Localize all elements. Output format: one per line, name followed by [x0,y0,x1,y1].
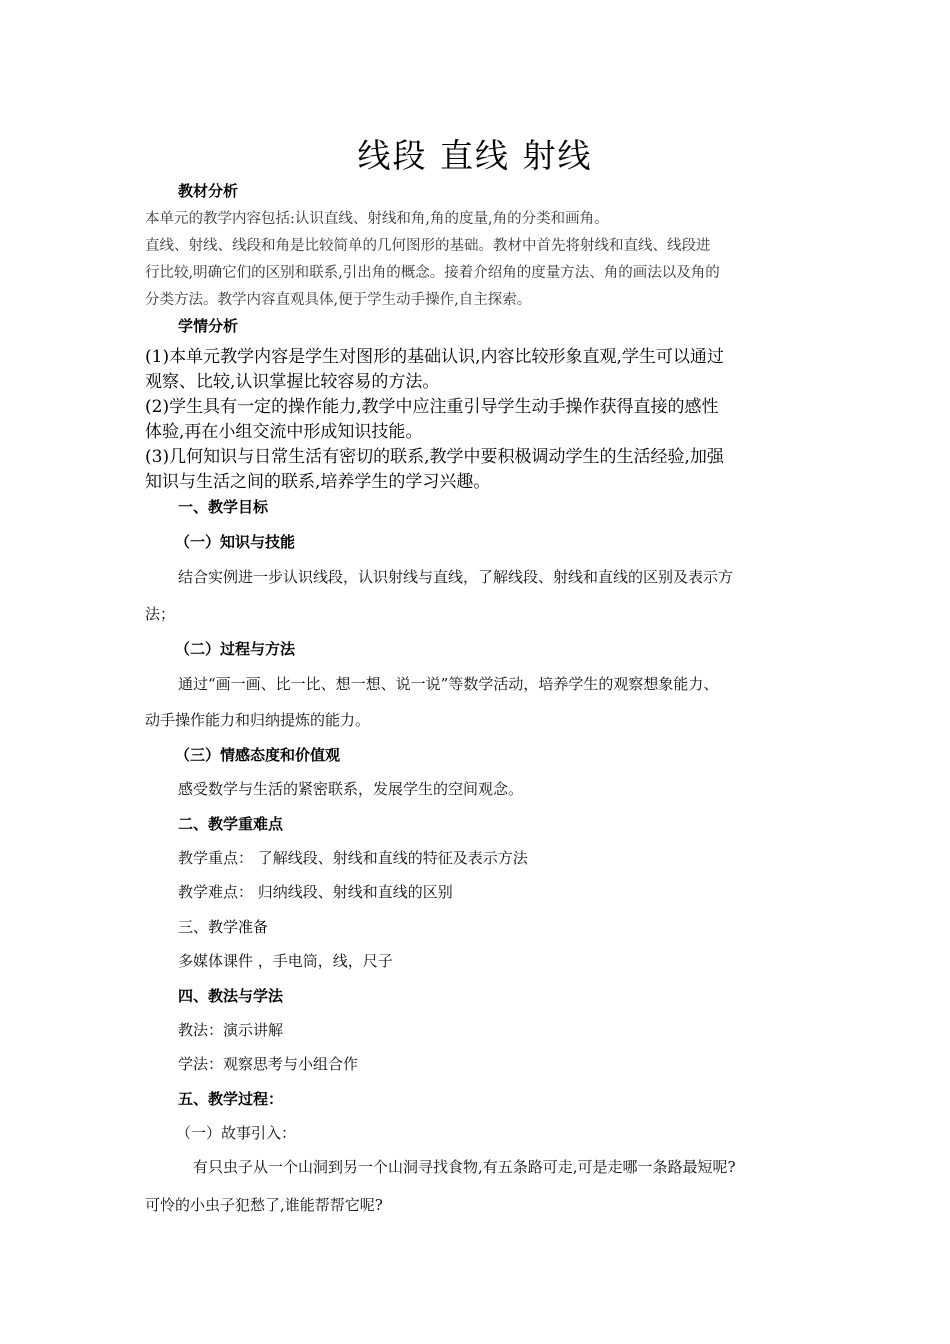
prep-line: 多媒体课件 ，手电筒，线，尺子 [178,952,393,970]
student-line-2: 观察、比较,认识掌握比较容易的方法。 [145,372,440,392]
material-line-3: 行比较,明确它们的区别和联系,引出角的概念。接着介绍角的度量方法、角的画法以及角的 [145,265,720,281]
story-line-1: 有只虫子从一个山洞到另一个山洞寻找食物,有五条路可走,可是走哪一条路最短呢? [193,1158,736,1176]
methods-learn: 学法：观察思考与小组合作 [178,1055,359,1073]
student-line-3: (2)学生具有一定的操作能力,教学中应注重引导学生动手操作获得直接的感性 [145,397,719,417]
knowledge-line-2: 法； [145,605,176,623]
keypoints-difficulty: 教学难点： 归纳线段、射线和直线的区别 [178,883,453,901]
student-line-5: (3)几何知识与日常生活有密切的联系,教学中要积极调动学生的生活经验,加强 [145,447,724,467]
knowledge-line-1: 结合实例进一步认识线段，认识射线与直线，了解线段、射线和直线的区别及表示方 [178,568,734,586]
keypoints-heading: 二、教学重难点 [178,815,284,833]
process-heading: 五、教学过程： [178,1090,284,1108]
page-title: 线段 直线 射线 [357,136,593,175]
prep-heading: 三、教学准备 [178,918,269,936]
material-line-2: 直线、射线、线段和角是比较简单的几何图形的基础。教材中首先将射线和直线、线段进 [145,238,711,254]
material-heading: 教材分析 [178,182,239,200]
knowledge-heading: （一）知识与技能 [175,533,296,551]
process-method-line-2: 动手操作能力和归纳提炼的能力。 [145,711,371,729]
emotion-line: 感受数学与生活的紧密联系，发展学生的空间观念。 [178,780,524,798]
goals-heading: 一、教学目标 [178,498,269,516]
story-line-2: 可怜的小虫子犯愁了,谁能帮帮它呢? [145,1196,383,1214]
methods-teach: 教法：演示讲解 [178,1021,284,1039]
student-heading: 学情分析 [178,317,239,335]
intro-heading: （一）故事引入： [176,1124,297,1142]
process-method-line-1: 通过“画一画、比一比、想一想、说一说”等数学活动，培养学生的观察想象能力、 [178,675,719,693]
student-line-6: 知识与生活之间的联系,培养学生的学习兴趣。 [145,472,491,492]
methods-heading: 四、教法与学法 [178,987,284,1005]
keypoints-focus: 教学重点： 了解线段、射线和直线的特征及表示方法 [178,849,528,867]
process-method-heading: （二）过程与方法 [175,640,296,658]
material-line-4: 分类方法。教学内容直观具体,便于学生动手操作,自主探索。 [145,292,532,308]
student-line-4: 体验,再在小组交流中形成知识技能。 [145,422,423,442]
emotion-heading: （三）情感态度和价值观 [175,746,341,764]
material-line-1: 本单元的教学内容包括:认识直线、射线和角,角的度量,角的分类和画角。 [145,211,609,227]
student-line-1: (1)本单元教学内容是学生对图形的基础认识,内容比较形象直观,学生可以通过 [145,347,724,367]
